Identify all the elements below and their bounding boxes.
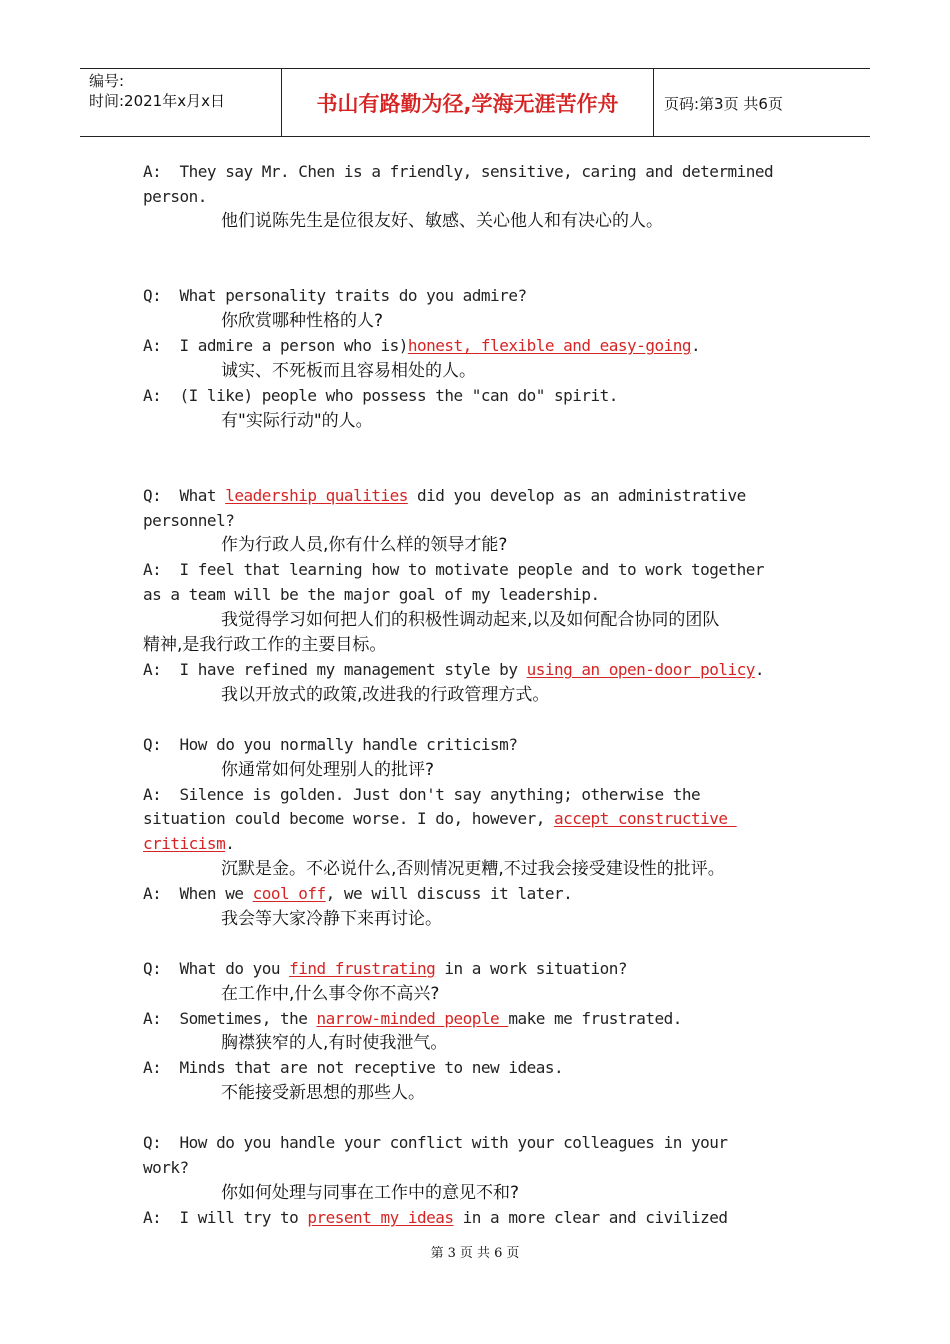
answer-line: A: Minds that are not receptive to new ideas. — [143, 1058, 564, 1077]
translation-line: 我会等大家冷静下来再讨论。 — [221, 909, 442, 929]
question-line: Q: What personality traits do you admire? — [143, 286, 527, 305]
highlighted-phrase: cool off — [252, 884, 326, 903]
text-run: A: Sometimes, the — [143, 1009, 317, 1028]
translation-line: 你欣赏哪种性格的人? — [221, 311, 384, 331]
highlighted-phrase: using an open-door policy — [526, 660, 755, 679]
answer-line — [143, 833, 234, 855]
answer-line: person. — [143, 187, 207, 206]
text-run: A: I admire a person who is) — [143, 336, 408, 355]
footer-page-number: 3 — [447, 1246, 456, 1261]
text-run: make me frustrated. — [508, 1009, 682, 1028]
answer-line — [143, 1207, 728, 1229]
page-footer — [0, 1245, 950, 1263]
text-run: , we will discuss it later. — [325, 884, 573, 903]
translation-line: 你通常如何处理别人的批评? — [221, 760, 435, 780]
answer-line — [143, 335, 700, 357]
text-run: A: I will try to — [143, 1208, 308, 1227]
translation-line: 作为行政人员,你有什么样的领导才能? — [221, 535, 508, 555]
text-run: . — [225, 834, 235, 853]
answer-line: as a team will be the major goal of my leadership. — [143, 585, 600, 604]
translation-line: 在工作中,什么事令你不高兴? — [221, 984, 440, 1004]
text-run: . — [754, 660, 765, 679]
footer-page-total: 6 — [494, 1246, 503, 1261]
header-meta — [89, 71, 225, 111]
question-line: work? — [143, 1158, 189, 1177]
text-run: . — [690, 336, 701, 355]
question-line: Q: How do you handle your conflict with your colleagues in your — [143, 1133, 728, 1152]
answer-line: A: (I like) people who possess the "can do" spirit. — [143, 386, 618, 405]
translation-line: 我以开放式的政策,改进我的行政管理方式。 — [221, 685, 550, 705]
answer-line — [143, 1008, 682, 1030]
answer-line: A: They say Mr. Chen is a friendly, sensitive, caring and determined — [143, 162, 774, 181]
header-motto: 书山有路勤为径,学海无涯苦作舟 — [316, 92, 619, 116]
text-run: Q: What — [143, 486, 226, 505]
answer-line — [143, 808, 737, 830]
answer-line: A: Silence is golden. Just don't say anything; otherwise the — [143, 785, 701, 804]
text-run: A: I have refined my management style by — [143, 660, 527, 679]
highlighted-phrase: accept constructive — [553, 809, 737, 828]
doc-number-label: 编号: — [89, 72, 125, 90]
footer-text: 第 — [430, 1246, 444, 1261]
text-run: A: When we — [143, 884, 253, 903]
header-divider — [653, 69, 654, 136]
translation-line: 我觉得学习如何把人们的积极性调动起来,以及如何配合协同的团队 — [221, 610, 720, 630]
footer-text: 页 共 — [459, 1246, 491, 1261]
translation-line: 诚实、不死板而且容易相处的人。 — [221, 361, 476, 381]
question-line — [143, 958, 627, 980]
highlighted-phrase: criticism — [143, 834, 226, 853]
translation-line: 不能接受新思想的那些人。 — [221, 1083, 425, 1103]
page-header — [80, 68, 870, 137]
question-line: Q: How do you normally handle criticism? — [143, 735, 518, 754]
text-run: did you develop as an administrative — [407, 486, 746, 505]
text-run: in a work situation? — [435, 959, 628, 978]
date-label: 时间:2021年x月x日 — [89, 92, 225, 110]
text-run: Q: What do you — [143, 959, 290, 978]
footer-text: 页 — [506, 1246, 520, 1261]
translation-line: 沉默是金。不必说什么,否则情况更糟,不过我会接受建设性的批评。 — [221, 859, 725, 879]
question-line: personnel? — [143, 511, 235, 530]
translation-line: 胸襟狭窄的人,有时使我泄气。 — [221, 1033, 448, 1053]
translation-line: 他们说陈先生是位很友好、敏感、关心他人和有决心的人。 — [221, 211, 663, 231]
translation-line: 精神,是我行政工作的主要目标。 — [143, 635, 387, 655]
highlighted-phrase: leadership qualities — [225, 486, 408, 505]
highlighted-phrase: find frustrating — [289, 959, 436, 978]
question-line — [143, 485, 746, 507]
answer-line — [143, 659, 764, 681]
translation-line: 你如何处理与同事在工作中的意见不和? — [221, 1183, 520, 1203]
answer-line — [143, 883, 572, 905]
translation-line: 有"实际行动"的人。 — [221, 411, 373, 431]
answer-line: A: I feel that learning how to motivate people and to work together — [143, 560, 765, 579]
highlighted-phrase: narrow-minded people — [316, 1009, 509, 1028]
highlighted-phrase: honest, flexible and easy-going — [407, 336, 691, 355]
text-run: in a more clear and civilized — [453, 1208, 728, 1227]
highlighted-phrase: present my ideas — [307, 1208, 454, 1227]
text-run: situation could become worse. I do, however, — [143, 809, 554, 828]
header-page-info: 页码:第3页 共6页 — [664, 95, 783, 113]
